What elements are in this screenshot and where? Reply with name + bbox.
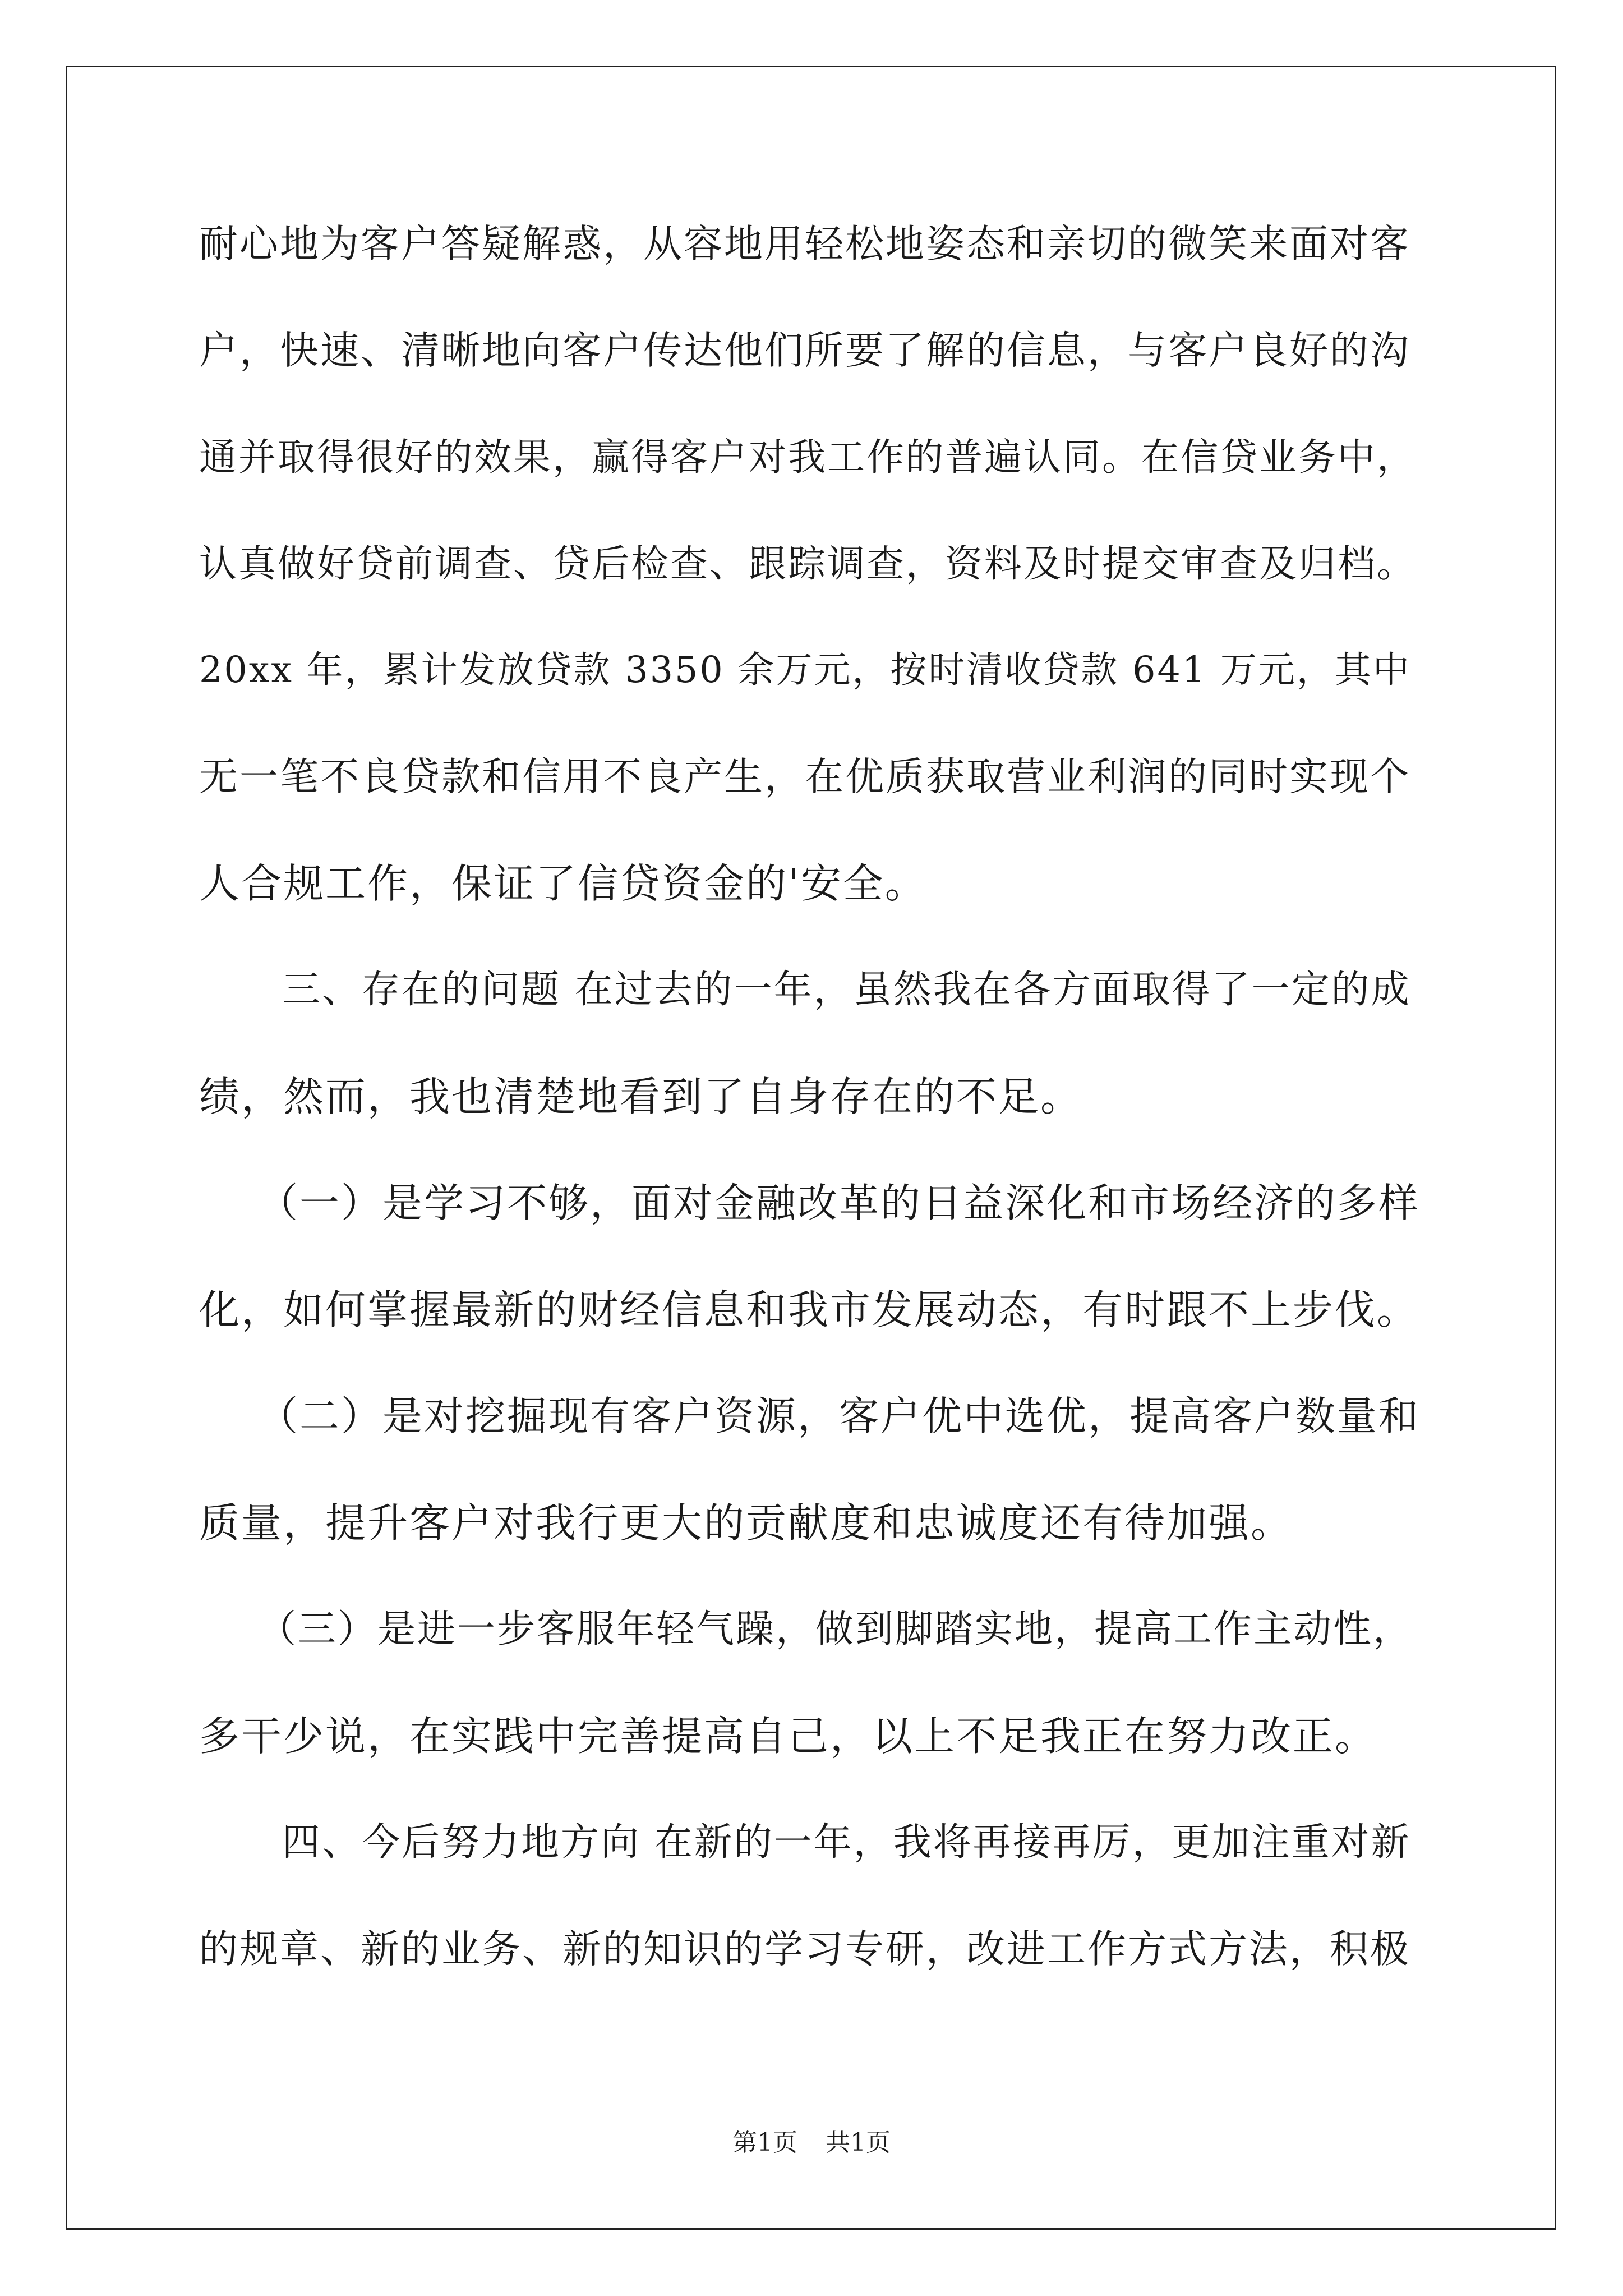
text-line-17: 的规章、新的业务、新的知识的学习专研，改进工作方式方法，积极 <box>199 1927 1410 1972</box>
text-line-9: 绩，然而，我也清楚地看到了自身存在的不足。 <box>199 1073 1083 1120</box>
page-footer <box>0 2126 1623 2160</box>
text-line-7: 人合规工作，保证了信贷资金的'安全。 <box>199 860 927 907</box>
page-border <box>66 66 1556 2230</box>
page-number: 第1页 <box>732 2128 797 2157</box>
text-line-6: 无一笔不良贷款和信用不良产生，在优质获取营业利润的同时实现个 <box>199 754 1410 799</box>
text-line-4: 认真做好贷前调查、贷后检查、跟踪调查，资料及时提交审查及归档。 <box>199 542 1416 586</box>
text-line-2: 户，快速、清晰地向客户传达他们所要了解的信息，与客户良好的沟 <box>199 328 1410 373</box>
text-line-11: 化，如何掌握最新的财经信息和我市发展动态，有时跟不上步伐。 <box>199 1286 1419 1333</box>
paragraph-4-start: 四、今后努力地方向 在新的一年，我将再接再厉，更加注重对新 <box>282 1820 1411 1865</box>
text-line-13: 质量，提升客户对我行更大的贡献度和忠诚度还有待加强。 <box>199 1499 1293 1547</box>
paragraph-item-3-start: （三）是进一步客服年轻气躁，做到脚踏实地，提高工作主动性， <box>258 1607 1413 1651</box>
paragraph-item-2-start: （二）是对挖掘现有客户资源，客户优中选优，提高客户数量和 <box>258 1393 1421 1439</box>
text-line-15: 多干少说，在实践中完善提高自己，以上不足我正在努力改正。 <box>199 1713 1377 1760</box>
text-line-5: 20xx 年，累计发放贷款 3350 余万元，按时清收贷款 641 万元，其中 <box>199 649 1411 691</box>
page-total: 共1页 <box>826 2128 891 2157</box>
text-line-3: 通并取得很好的效果，赢得客户对我工作的普遍认同。在信贷业务中， <box>199 435 1416 479</box>
paragraph-item-1-start: （一）是学习不够，面对金融改革的日益深化和市场经济的多样 <box>258 1180 1421 1226</box>
paragraph-3-start: 三、存在的问题 在过去的一年，虽然我在各方面取得了一定的成 <box>282 968 1411 1012</box>
text-line-1: 耐心地为客户答疑解惑，从容地用轻松地姿态和亲切的微笑来面对客 <box>199 222 1410 266</box>
